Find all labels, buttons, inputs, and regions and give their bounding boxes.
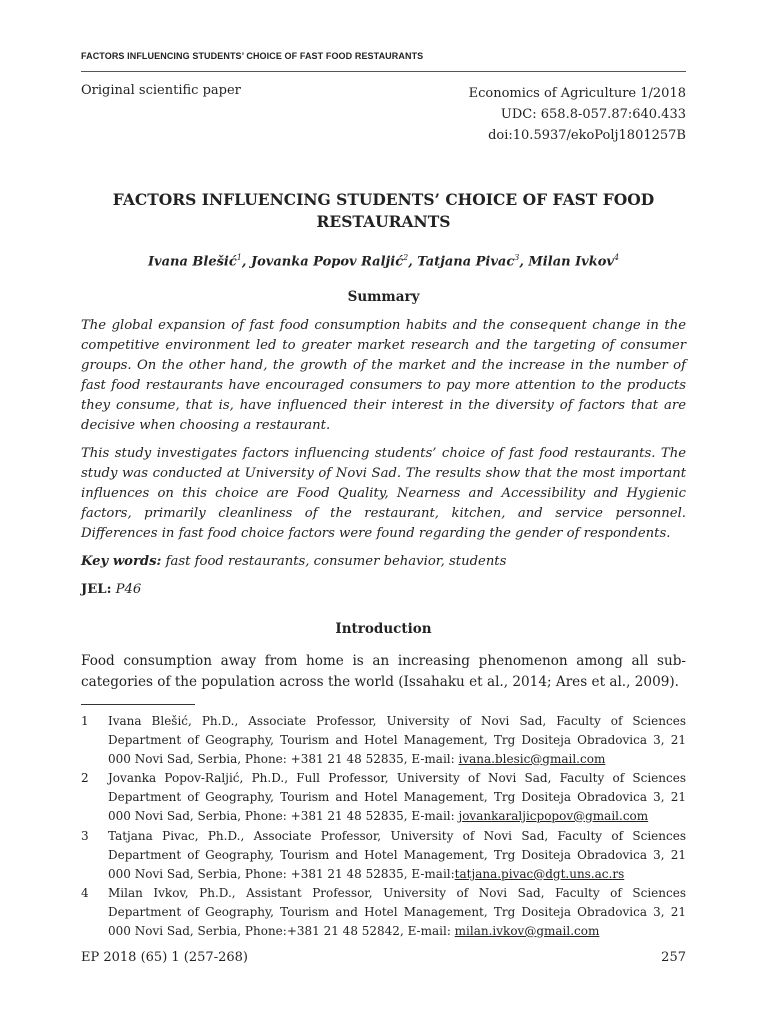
summary-paragraph: The global expansion of fast food consumption habits and the consequent change in the competitive environment led to greater market research and the targeting of consumer groups. On the other hand, the growth of the market and the increase in the number of fast food restaurants have encouraged consumers to pay more attention to the products they consume, that is, have influenced their interest in the diversity of factors that are decisive when choosing a restaurant. (81, 318, 686, 434)
footnote-text: Jovanka Popov-Raljić, Ph.D., Full Professor, University of Novi Sad, Faculty of Sciences Department of Geography, Tourism and Hotel Management, Trg Dositeja Obradovica 3, 21 000 Novi Sad, Serbia, Phone: +381 21 48 52835, E-mail: (108, 771, 686, 823)
author-name: Milan Ivkov (528, 254, 614, 270)
footnote (81, 827, 686, 883)
footnote-number: 3 (81, 829, 89, 843)
header-rule (81, 71, 686, 72)
footnote-number: 4 (81, 886, 89, 900)
keywords (81, 554, 506, 569)
jel-label: JEL: (81, 582, 112, 597)
doi: doi:10.5937/ekoPolj1801257B (488, 128, 686, 143)
running-head: FACTORS INFLUENCING STUDENTS’ CHOICE OF FAST FOOD RESTAURANTS (81, 51, 424, 61)
keywords-label: Key words: (81, 554, 162, 569)
paper-type: Original scientific paper (81, 83, 241, 98)
footnote-text: Ivana Blešić, Ph.D., Associate Professor, University of Novi Sad, Faculty of Sciences Department of Geography, Tourism and Hotel Management, Trg Dositeja Obradovica 3, 21 000 Novi Sad, Serbia, Phone: +381 21 48 52835, E-mail: (108, 714, 686, 766)
email-link[interactable]: ivana.blesic@gmail.com (458, 751, 606, 766)
author-affiliation-mark: 4 (613, 253, 620, 262)
author-affiliation-mark: 3 (514, 253, 520, 262)
footnote-number: 1 (81, 714, 89, 728)
author-list: Ivana Blešić$^1$, Jovanka Popov Raljić$^2$, Tatjana Pivac$^3$, Milan Ivkov$^4$ (147, 253, 620, 270)
email-link[interactable]: tatjana.pivac@dgt.uns.ac.rs (454, 866, 625, 881)
author-name: Tatjana Pivac (417, 254, 515, 270)
footnote-rule (81, 704, 195, 705)
summary-heading: Summary (347, 289, 420, 305)
footer-citation: EP 2018 (65) 1 (257-268) (81, 950, 248, 965)
journal-issue: Economics of Agriculture 1/2018 (468, 86, 686, 101)
footnote (81, 712, 686, 768)
email-link[interactable]: milan.ivkov@gmail.com (454, 923, 600, 938)
udc-code: UDC: 658.8-057.87:640.433 (500, 107, 686, 122)
page-number: 257 (661, 950, 686, 965)
journal-info (469, 83, 686, 146)
jel-value: P46 (115, 582, 142, 597)
author-affiliation-mark: 2 (403, 253, 409, 262)
jel-code (81, 582, 141, 597)
keywords-value: fast food restaurants, consumer behavior, students (165, 554, 507, 569)
author-affiliation-mark: 1 (236, 253, 242, 262)
footnote (81, 769, 686, 825)
summary-paragraph: This study investigates factors influencing students’ choice of fast food restaurants. The study was conducted at University of Novi Sad. The results show that the most important influences on this choice are Food Quality, Nearness and Accessibility and Hygienic factors, primarily cleanliness of the restaurant, kitchen, and service personnel. Differences in fast food choice factors were found regarding the gender of respondents. (81, 446, 686, 542)
author-name: Ivana Blešić (147, 254, 237, 270)
author-name: Jovanka Popov Raljić (250, 254, 404, 270)
footnote (81, 884, 686, 940)
footnote-text: Tatjana Pivac, Ph.D., Associate Professor, University of Novi Sad, Faculty of Sciences Department of Geography, Tourism and Hotel Management, Trg Dositeja Obradovica 3, 21 000 Novi Sad, Serbia, Phone: +381 21 48 52835, E-mail: (108, 829, 686, 881)
introduction-paragraph: Food consumption away from home is an increasing phenomenon among all sub-categories of the population across the world (Issahaku et al., 2014; Ares et al., 2009). (81, 653, 686, 690)
email-link[interactable]: jovankaraljicpopov@gmail.com (458, 808, 649, 823)
introduction-heading: Introduction (335, 621, 432, 637)
footnote-number: 2 (81, 771, 89, 785)
footnote-text: Milan Ivkov, Ph.D., Assistant Professor, University of Novi Sad, Faculty of Sciences Department of Geography, Tourism and Hotel Management, Trg Dositeja Obradovica 3, 21 000 Novi Sad, Serbia, Phone:+381 21 48 52842, E-mail: (108, 886, 686, 938)
paper-title: FACTORS INFLUENCING STUDENTS’ CHOICE OF FAST FOOD RESTAURANTS (112, 190, 655, 231)
